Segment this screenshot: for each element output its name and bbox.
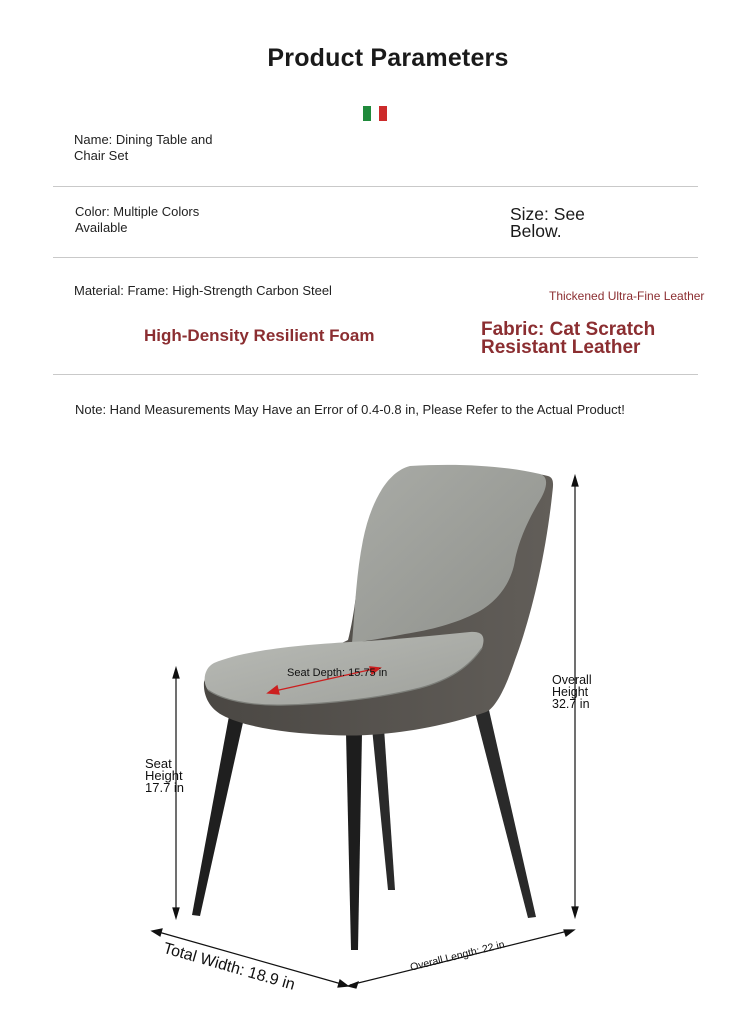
- overall-length-label: Overall Length: 22 in: [409, 938, 506, 974]
- chair-leg-back-right: [475, 710, 536, 918]
- param-color: Color: Multiple Colors Available: [75, 204, 200, 235]
- chair-leg-front-left: [192, 716, 244, 916]
- param-size: Size: See Below.: [510, 204, 585, 241]
- param-name: Name: Dining Table and Chair Set: [74, 132, 213, 163]
- param-foam: High-Density Resilient Foam: [144, 326, 375, 345]
- chair-leg-back-middle: [372, 728, 395, 890]
- seat-height-label: Seat Height 17.7 in: [145, 756, 185, 795]
- chair-leg-front-middle: [346, 733, 362, 950]
- param-fabric: Fabric: Cat Scratch Resistant Leather: [481, 319, 656, 358]
- seat-depth-label: Seat Depth: 15.75 in: [287, 667, 388, 679]
- overall-height-label: Overall Height 32.7 in: [552, 673, 592, 711]
- measurement-note: Note: Hand Measurements May Have an Error of 0.4-0.8 in, Please Refer to the Actual Product!: [75, 402, 625, 417]
- param-leather: Thickened Ultra-Fine Leather: [549, 289, 705, 303]
- page-title: Product Parameters: [267, 44, 509, 72]
- param-material: Material: Frame: High-Strength Carbon Steel: [74, 283, 332, 298]
- chair-legs: [192, 710, 536, 950]
- total-width-label: Total Width: 18.9 in: [161, 940, 297, 994]
